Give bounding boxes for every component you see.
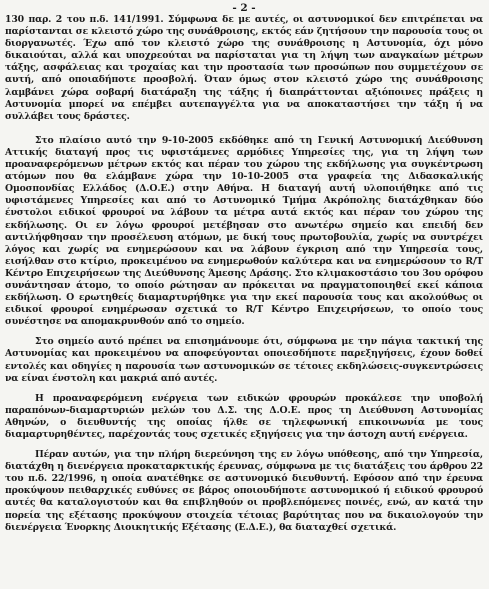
paragraph-gap [5, 123, 483, 135]
paragraph-2: Στο πλαίσιο αυτό την 9-10-2005 εκδόθηκε από τη Γενική Αστυνομική Διεύθυνση Αττικής διαταγή προς τις υφιστάμενες αρμόδιες Υπηρεσίες της, για τη λήψη των προαναφερόμενων μέτρων εκτός και πέραν του χώρου της εκδήλωσης για συγκέντρωση ατόμων που θα ελάμβανε χώρα την 10-10-2005 στα γραφεία της Διδασκαλικής Ομοσπονδίας Ελλάδος (Δ.Ο.Ε.) στην Αθήνα. Η διαταγή αυτή υλοποιήθηκε από τις υφιστάμενες Υπηρεσίες και από το Αστυνομικό Τμήμα Ακρόπολης διατάχθηκαν δύο ένστολοι ειδικοί φρουροί να λάβουν τα μέτρα αυτά εκτός και πέραν του χώρου της εκδήλωσης. Οι εν λόγω φρουροί μετέβησαν στο ανωτέρω σημείο και επειδή δεν αντιλήφθησαν την προσέλευση ατόμων, με δική τους πρωτοβουλία, χωρίς να συντρέχει λόγος και χωρίς να ενημερώσουν και να λάβουν έγκριση από την Υπηρεσία τους, εισήλθαν στο κτίριο, προκειμένου να ενημερωθούν καλύτερα και να ενημερώσουν το R/T Κέντρο Επιχειρήσεων της Διεύθυνσης Άμεσης Δράσης. Στο κλιμακοστάσιο του 3ου ορόφου συνάντησαν άτομο, το οποίο ρώτησαν αν πρόκειται να πραγματοποιηθεί εκεί κάποια εκδήλωση. Ο ερωτηθείς διαμαρτυρήθηκε για την εκεί παρουσία τους και ακολούθως οι ειδικοί φρουροί ενημέρωσαν σχετικά το R/T Κέντρο Επιχειρήσεων, το οποίο τους συνέστησε να απομακρυνθούν από το σημείο. [5, 134, 483, 328]
paragraph-gap [5, 441, 483, 449]
paragraph-4: Η προαναφερόμενη ενέργεια των ειδικών φρουρών προκάλεσε την υποβολή παραπόνων-διαμαρτυριών μελών του Δ.Σ. της Δ.Ο.Ε. προς τη Διεύθυνση Αστυνομίας Αθηνών, ο διευθυντής της οποίας ήλθε σε τηλεφωνική επικοινωνία με τους διαμαρτυρηθέντες, παρέχοντάς τους σχετικές εξηγήσεις για την άστοχη αυτή ενέργεια. [5, 392, 483, 440]
paragraph-3: Στο σημείο αυτό πρέπει να επισημάνουμε ότι, σύμφωνα με την πάγια τακτική της Αστυνομίας και προκειμένου να αποφεύγονται οποιεσδήποτε παρεξηγήσεις, έχουν δοθεί εντολές και οδηγίες η παρουσία των αστυνομικών σε τέτοιες εκδηλώσεις-συγκεντρώσεις να είναι ένστολη και μακριά από αυτές. [5, 336, 483, 384]
paragraph-5: Πέραν αυτών, για την πλήρη διερεύνηση της εν λόγω υπόθεσης, από την Υπηρεσία, διατάχθη η διενέργεια προκαταρκτικής έρευνας, σύμφωνα με τις διατάξεις του άρθρου 22 του π.δ. 22/1996, η οποία ανατέθηκε σε αστυνομικό διευθυντή. Εφόσον από την έρευνα προκύψουν πειθαρχικές ευθύνες σε βάρος οποιουδήποτε αστυνομικού ή ειδικού φρουρού αυτές θα καταλογιστούν και θα επιβληθούν οι προβλεπόμενες ποινές, ενώ, αν κατά την πορεία της εξέτασης προκύψουν στοιχεία τέτοιας βαρύτητας που να δικαιολογούν την διενέργεια Ένορκης Διοικητικής Εξέτασης (Ε.Δ.Ε.), θα διαταχθεί σχετικά. [5, 449, 483, 533]
paragraph-1: 130 παρ. 2 του π.δ. 141/1991. Σύμφωνα δε με αυτές, οι αστυνομικοί δεν επιτρέπεται να παρίστανται σε κλειστό χώρο της συνάθροισης, εκτός εάν ζητήσουν την παρουσία τους οι διοργανωτές. Έχω από τον κλειστό χώρο της συνάθροισης η Αστυνομία, όχι μόνο δικαιούται, αλλά και υποχρεούται να παρίσταται για τη λήψη των αναγκαίων μέτρων τάξης, ασφάλειας και τροχαίας και την προστασία των προσώπων που συμμετέχουν σε αυτή, από οποιαδήποτε προσβολή. Όταν όμως στον κλειστό χώρο της συνάθροισης λαμβάνει χώρα σοβαρή διατάραξη της τάξης ή διαπράττονται αξιόποινες πράξεις η Αστυνομία μπορεί να επέμβει αυτεπαγγέλτα για να αποκαταστήσει την τάξη ή να συλλάβει τους δράστες. [5, 14, 483, 122]
page-number: - 2 - [232, 2, 256, 14]
paragraph-gap [5, 385, 483, 393]
paragraph-gap [5, 328, 483, 336]
